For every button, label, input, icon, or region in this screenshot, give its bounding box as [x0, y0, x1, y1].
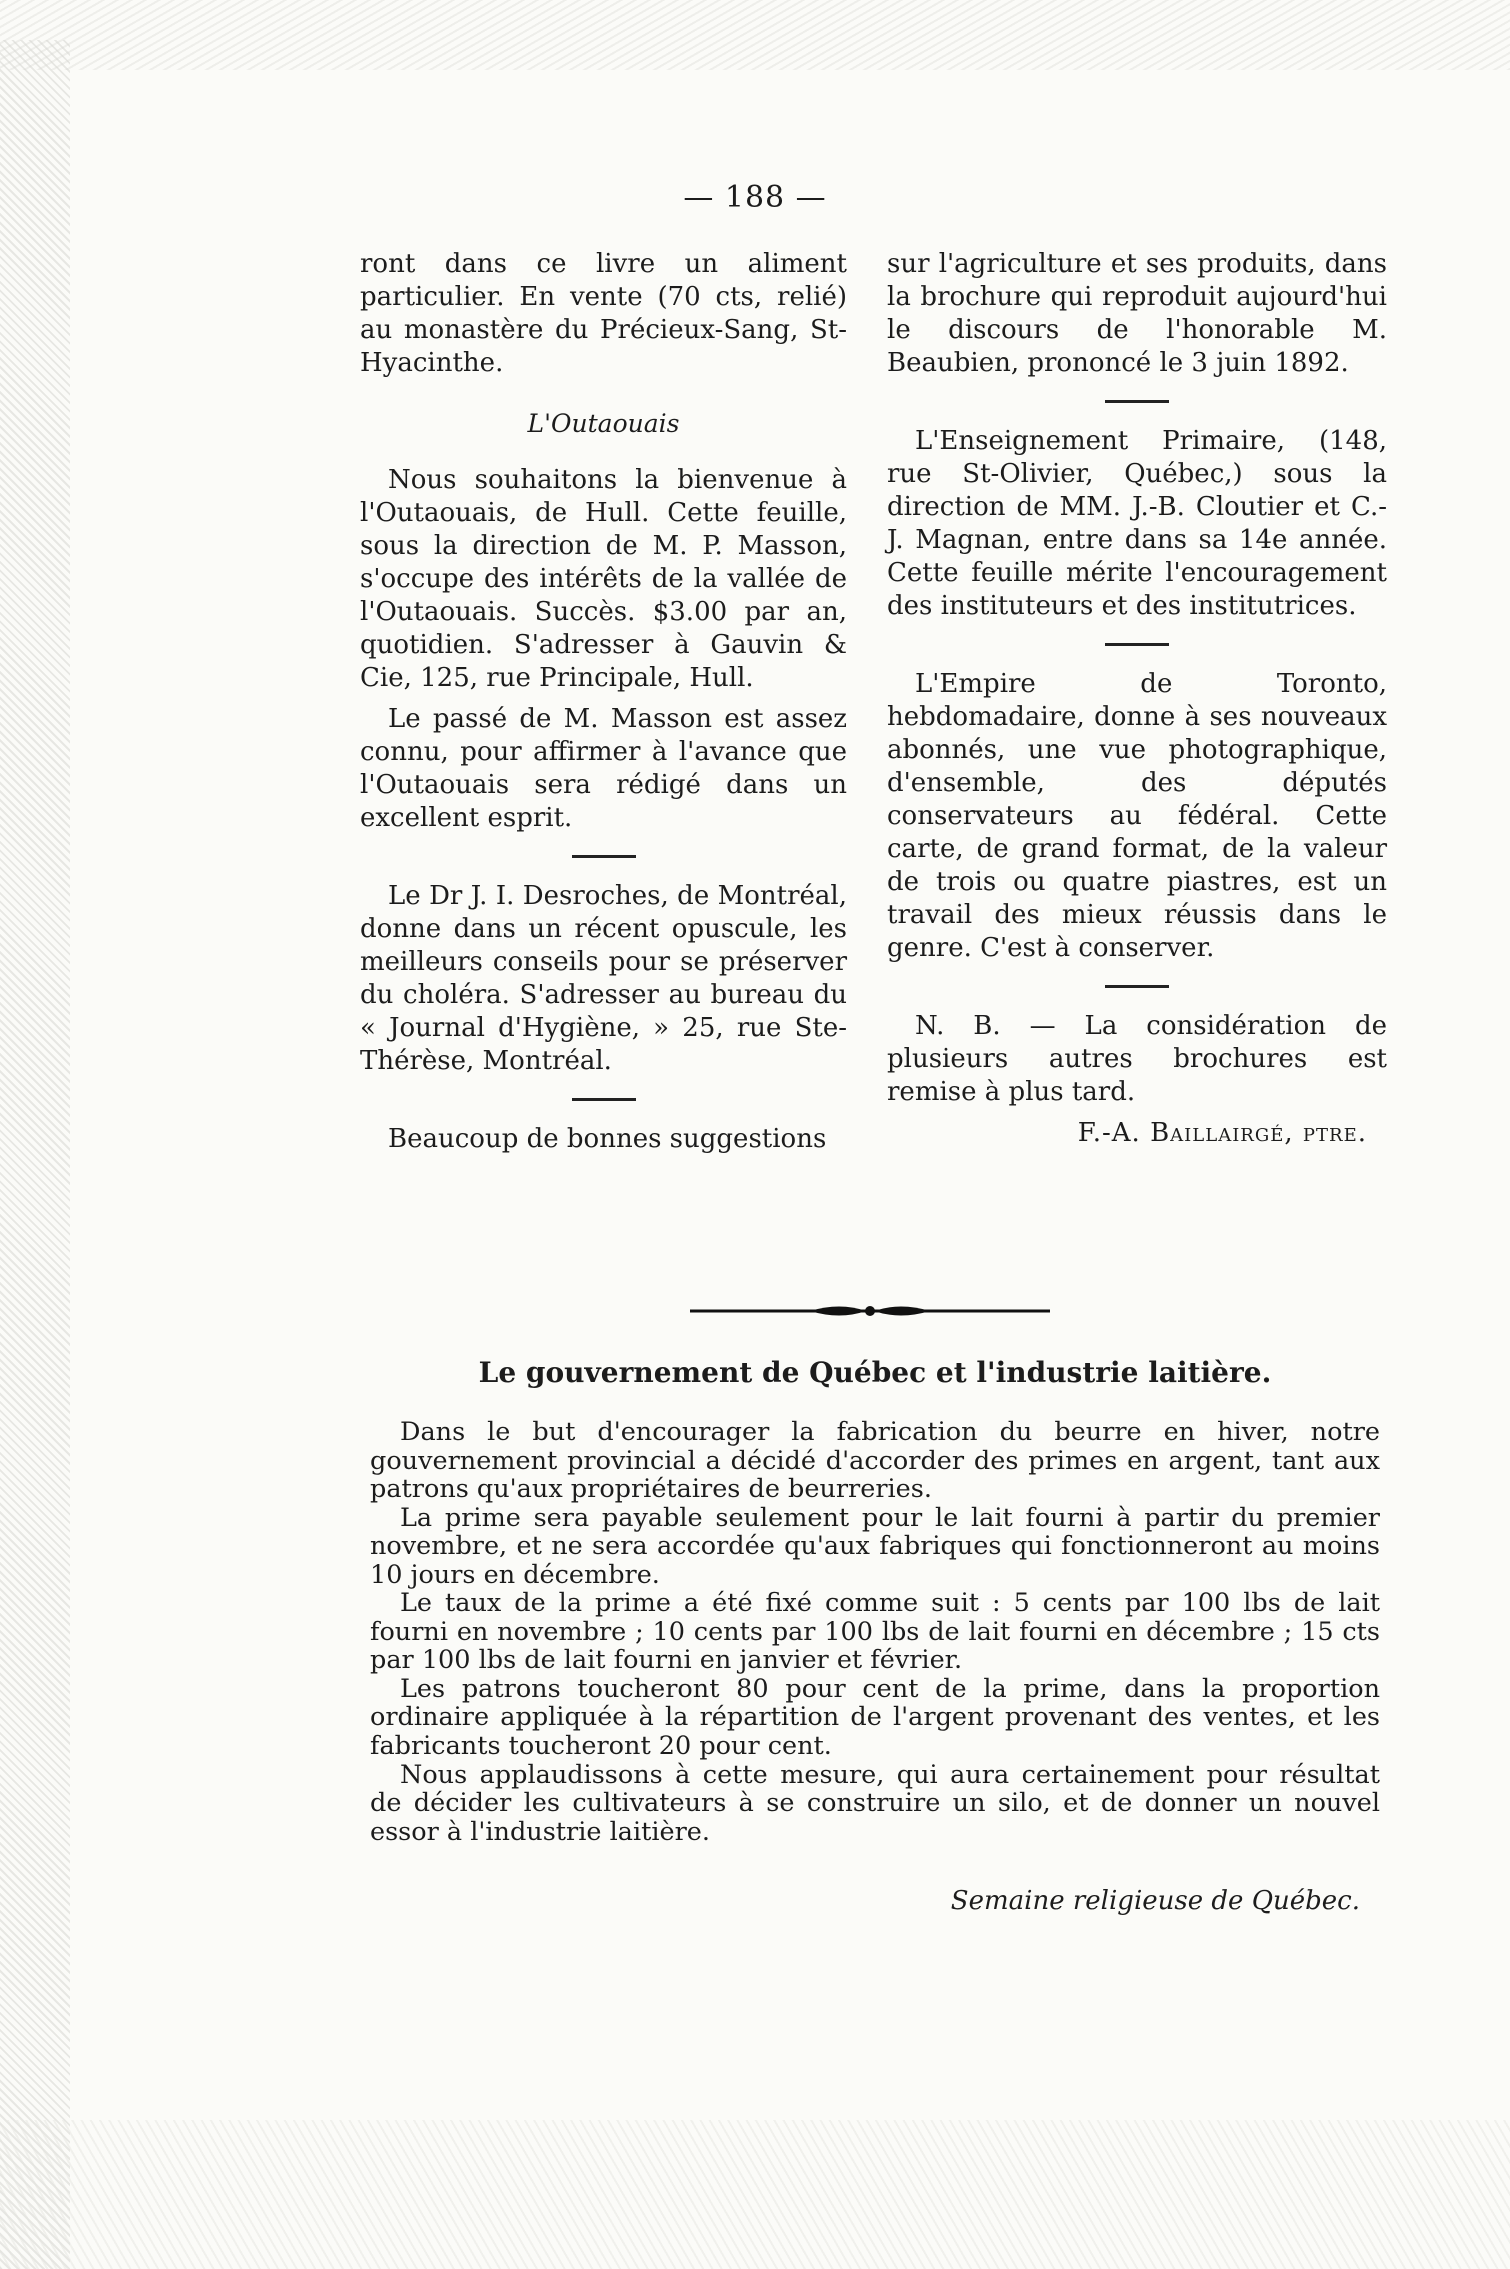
article-source: Semaine religieuse de Québec. [950, 1886, 1360, 1916]
desroches-paragraph: Le Dr J. I. Desroches, de Montréal, donne dans un récent opuscule, les meilleurs conseils pour se préserver du choléra. S'adresser au bureau du « Journal d'Hygiène, » 25, rue Ste-Thérèse, Montréal. [360, 880, 847, 1077]
outaouais-paragraph-1: Nous souhaitons la bienvenue à l'Outaouais, de Hull. Cette feuille, sous la direction de M. P. Masson, s'occupe des intérêts de la vallée de l'Outaouais. Succès. $3.00 par an, quotidien. S'adresser à Gauvin & Cie, 125, rue Principale, Hull. [360, 464, 847, 693]
page-number: — 188 — [683, 180, 827, 215]
ornament-divider-icon [690, 1300, 1050, 1322]
continuation-paragraph: sur l'agriculture et ses produits, dans la brochure qui reproduit aujourd'hui le discours de l'honorable M. Beaubien, prononcé le 3 juin 1892. [887, 249, 1387, 379]
nb-paragraph: N. B. — La considération de plusieurs autres brochures est remise à plus tard. [887, 1011, 1387, 1108]
intro-paragraph: ront dans ce livre un aliment particulier. En vente (70 cts, relié) au monastère du Précieux-Sang, St-Hyacinthe. [360, 249, 847, 379]
scan-noise-left [0, 40, 70, 2269]
outaouais-paragraph-2: Le passé de M. Masson est assez connu, pour affirmer à l'avance que l'Outaouais sera rédigé dans un excellent esprit. [360, 703, 847, 833]
article-body [370, 1418, 1380, 1846]
right-column [887, 248, 1387, 1150]
section-divider [572, 1098, 636, 1101]
section-divider [1105, 400, 1169, 403]
suggestions-line: Beaucoup de bonnes suggestions [388, 1124, 827, 1155]
article-paragraph: La prime sera payable seulement pour le lait fourni à partir du premier novembre, et ne sera accordée qu'aux fabriques qui fonctionneront au moins 10 jours en décembre. [370, 1502, 1380, 1590]
section-divider [1105, 985, 1169, 988]
scan-noise-top [0, 0, 1510, 70]
article-paragraph: Les patrons toucheront 80 pour cent de la prime, dans la proportion ordinaire appliquée à la répartition de l'argent provenant des ventes, et les fabricants toucheront 20 pour cent. [370, 1673, 1380, 1762]
article-paragraph: Dans le but d'encourager la fabrication du beurre en hiver, notre gouvernement provincial a décidé d'accorder des primes en argent, tant aux patrons qu'aux propriétaires de beurreries. [370, 1417, 1380, 1505]
section-divider [1105, 643, 1169, 646]
section-divider [572, 855, 636, 858]
outaouais-heading: L'Outaouais [527, 409, 680, 439]
signature: F.-A. Baillairgé, ptre. [1077, 1118, 1367, 1149]
article-paragraph: Nous applaudissons à cette mesure, qui aura certainement pour résultat de décider les cultivateurs à se construire un silo, et de donner un nouvel essor à l'industrie laitière. [370, 1759, 1380, 1847]
scan-noise-bottom [0, 2120, 1510, 2269]
enseignement-paragraph: L'Enseignement Primaire, (148, rue St-Olivier, Québec,) sous la direction de MM. J.-B. Cloutier et C.-J. Magnan, entre dans sa 14e année. Cette feuille mérite l'encouragement des instituteurs et des institutrices. [887, 426, 1387, 622]
article-paragraph: Le taux de la prime a été fixé comme suit : 5 cents par 100 lbs de lait fourni en novembre ; 10 cents par 100 lbs de lait fourni en décembre ; 15 cts par 100 lbs de lait fourni en janvier et février. [370, 1588, 1380, 1676]
left-column [360, 248, 847, 1164]
empire-paragraph: L'Empire de Toronto, hebdomadaire, donne à ses nouveaux abonnés, une vue photographique, d'ensemble, des députés conservateurs au fédéral. Cette carte, de grand format, de la valeur de trois ou quatre piastres, est un travail des mieux réussis dans le genre. C'est à conserver. [887, 669, 1387, 964]
article-title: Le gouvernement de Québec et l'industrie laitière. [478, 1356, 1272, 1389]
